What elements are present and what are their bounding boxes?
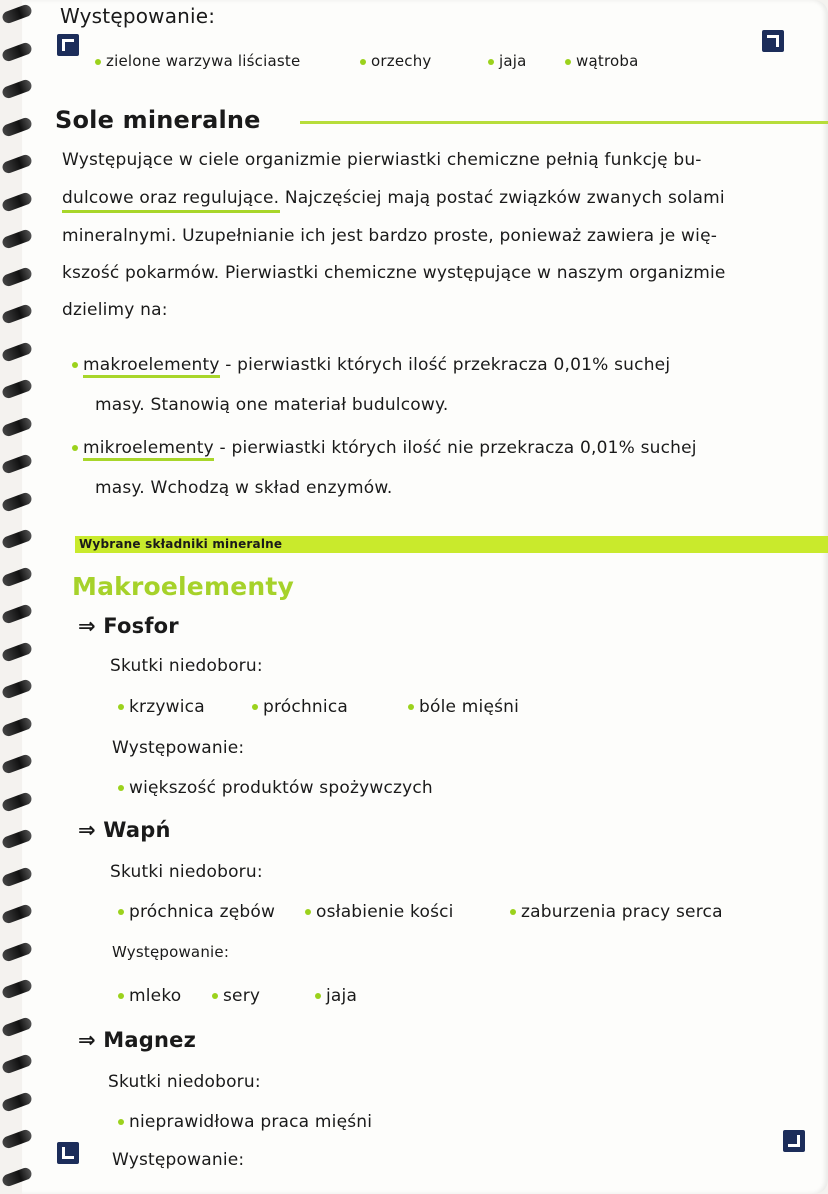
heading-occurrence: Występowanie: [60, 4, 216, 28]
spiral-ring [1, 266, 33, 288]
corner-marker-icon [783, 1130, 805, 1152]
spiral-ring [1, 641, 33, 663]
list-item: jaja [315, 986, 357, 1006]
label: Skutki niedoboru: [110, 656, 263, 676]
spiral-ring [1, 603, 33, 625]
spiral-ring [1, 566, 33, 588]
list-item: mleko [118, 986, 181, 1006]
label: Występowanie: [112, 1150, 245, 1170]
spiral-ring [1, 1053, 33, 1075]
corner-marker-icon [57, 1142, 79, 1164]
list-item: zaburzenia pracy serca [510, 902, 723, 922]
paragraph-line: mineralnymi. Uzupełnianie ich jest bardzo proste, ponieważ zawiera je wię- [62, 226, 718, 246]
highlight-underline [62, 210, 280, 213]
spiral-ring [1, 528, 33, 550]
spiral-ring [1, 1128, 33, 1150]
list-item: bóle mięśni [408, 697, 519, 717]
spiral-ring [1, 453, 33, 475]
spiral-ring [1, 828, 33, 850]
spiral-ring [1, 191, 33, 213]
spiral-ring [1, 1016, 33, 1038]
bullet-continuation: masy. Wchodzą w skład enzymów. [95, 478, 393, 498]
paragraph-line: dulcowe oraz regulujące. Najczęściej mają postać związków zwanych solami [62, 188, 725, 208]
highlight-banner [75, 536, 828, 553]
list-item: orzechy [360, 52, 431, 70]
corner-marker-icon [57, 34, 79, 56]
spiral-ring [1, 41, 33, 63]
spiral-ring [1, 1091, 33, 1113]
list-item: większość produktów spożywczych [118, 778, 433, 798]
list-item: osłabienie kości [305, 902, 454, 922]
list-item: jaja [488, 52, 527, 70]
spiral-ring [1, 716, 33, 738]
title-underline [300, 121, 828, 124]
spiral-ring [1, 341, 33, 363]
spiral-ring [1, 491, 33, 513]
corner-marker-icon [762, 30, 784, 52]
element-name: ⇒ Fosfor [78, 614, 179, 638]
spiral-ring [1, 378, 33, 400]
label: Występowanie: [112, 738, 245, 758]
list-item: wątroba [565, 52, 638, 70]
list-item: zielone warzywa liściaste [95, 52, 300, 70]
spiral-ring [1, 753, 33, 775]
spiral-ring [1, 978, 33, 1000]
spiral-ring [1, 116, 33, 138]
spiral-ring [1, 303, 33, 325]
bullet-continuation: masy. Stanowią one materiał budulcowy. [95, 395, 449, 415]
list-item: krzywica [118, 697, 205, 717]
section-title: Sole mineralne [55, 106, 261, 134]
element-name: ⇒ Wapń [78, 818, 171, 842]
spiral-ring [1, 1166, 33, 1188]
spiral-ring [1, 941, 33, 963]
spiral-ring [1, 866, 33, 888]
list-item: próchnica [252, 697, 348, 717]
label: Skutki niedoboru: [110, 862, 263, 882]
spiral-ring [1, 416, 33, 438]
bullet-makroelementy: makroelementy - pierwiastki których ilość przekracza 0,01% suchej [72, 355, 670, 375]
list-item: sery [212, 986, 260, 1006]
spiral-ring [1, 791, 33, 813]
list-item: nieprawidłowa praca mięśni [118, 1112, 372, 1132]
spiral-ring [1, 78, 33, 100]
paragraph-line: kszość pokarmów. Pierwiastki chemiczne występujące w naszym organizmie [62, 263, 726, 283]
element-name: ⇒ Magnez [78, 1028, 197, 1052]
label: Skutki niedoboru: [108, 1072, 261, 1092]
spiral-ring [1, 228, 33, 250]
paragraph-line: Występujące w ciele organizmie pierwiastki chemiczne pełnią funkcję bu- [62, 150, 702, 170]
spiral-ring [1, 903, 33, 925]
list-item: próchnica zębów [118, 902, 275, 922]
spiral-ring [1, 678, 33, 700]
paragraph-line: dzielimy na: [62, 300, 168, 320]
subheading: Makroelementy [72, 572, 295, 601]
label: Występowanie: [112, 943, 230, 961]
spiral-ring [1, 3, 33, 25]
bullet-mikroelementy: mikroelementy - pierwiastki których ilość nie przekracza 0,01% suchej [72, 438, 697, 458]
spiral-binding [0, 0, 40, 1194]
banner-text: Wybrane składniki mineralne [79, 537, 283, 551]
spiral-ring [1, 153, 33, 175]
